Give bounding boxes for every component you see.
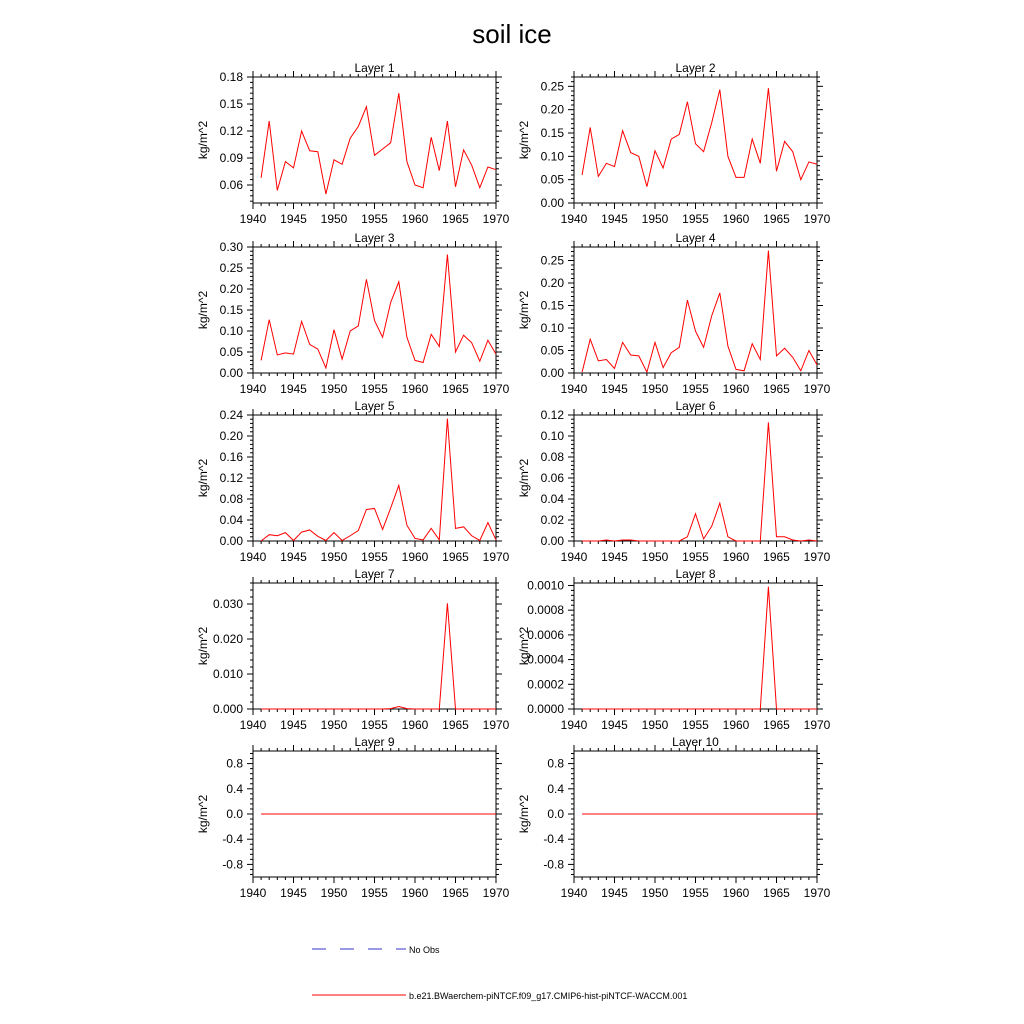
x-tick-label: 1965 bbox=[442, 382, 469, 396]
x-tick-label: 1950 bbox=[320, 886, 348, 900]
y-tick-label: 0.0006 bbox=[527, 627, 564, 642]
panel-title: Layer 4 bbox=[675, 231, 716, 245]
panel bbox=[196, 399, 510, 564]
panel bbox=[517, 231, 831, 396]
y-tick-label: 0.00 bbox=[540, 534, 564, 548]
y-tick-label: 0.04 bbox=[219, 513, 243, 527]
x-tick-label: 1960 bbox=[401, 886, 429, 900]
plot-frame bbox=[574, 415, 817, 541]
x-tick-label: 1960 bbox=[722, 212, 750, 226]
y-tick-label: -0.8 bbox=[222, 857, 243, 872]
x-tick-label: 1970 bbox=[482, 382, 510, 396]
panel-title: Layer 3 bbox=[354, 231, 395, 245]
y-tick-label: 0.08 bbox=[219, 492, 243, 506]
x-tick-label: 1970 bbox=[482, 550, 510, 564]
x-tick-label: 1970 bbox=[803, 212, 831, 226]
series-line bbox=[582, 251, 817, 373]
x-tick-label: 1970 bbox=[803, 550, 831, 564]
y-tick-label: 0.25 bbox=[540, 79, 564, 94]
y-tick-label: 0.16 bbox=[219, 450, 243, 464]
y-tick-label: 0.8 bbox=[547, 756, 564, 771]
x-tick-label: 1970 bbox=[803, 886, 831, 900]
y-tick-label: 0.0 bbox=[547, 807, 564, 821]
y-tick-label: 0.12 bbox=[219, 471, 243, 485]
y-tick-label: 0.06 bbox=[219, 178, 243, 192]
panel-title: Layer 10 bbox=[672, 735, 719, 749]
y-tick-label: 0.25 bbox=[540, 253, 564, 268]
y-tick-label: 0.15 bbox=[219, 303, 243, 317]
figure-title: soil ice bbox=[472, 19, 552, 49]
y-tick-label: 0.18 bbox=[219, 70, 243, 84]
series-line bbox=[261, 603, 496, 709]
y-tick-label: 0.05 bbox=[540, 343, 564, 358]
x-tick-label: 1945 bbox=[280, 212, 307, 226]
x-tick-label: 1970 bbox=[482, 212, 510, 226]
y-tick-label: 0.0 bbox=[226, 807, 243, 821]
legend bbox=[312, 945, 687, 1001]
y-tick-label: 0.12 bbox=[540, 408, 564, 422]
x-tick-label: 1950 bbox=[641, 886, 669, 900]
x-tick-label: 1955 bbox=[361, 382, 388, 396]
y-tick-label: 0.4 bbox=[547, 781, 564, 796]
y-tick-label: 0.0008 bbox=[527, 603, 564, 618]
x-tick-label: 1960 bbox=[401, 550, 429, 564]
plot-frame bbox=[574, 77, 817, 203]
x-tick-label: 1950 bbox=[641, 212, 669, 226]
panel-title: Layer 7 bbox=[354, 567, 395, 581]
y-tick-label: 0.020 bbox=[212, 632, 243, 646]
x-tick-label: 1955 bbox=[682, 382, 709, 396]
y-tick-label: 0.20 bbox=[219, 429, 243, 443]
x-tick-label: 1965 bbox=[763, 382, 790, 396]
x-tick-label: 1940 bbox=[560, 886, 588, 900]
x-tick-label: 1940 bbox=[560, 212, 588, 226]
panel bbox=[517, 567, 831, 732]
series-line bbox=[261, 255, 496, 368]
y-tick-label: 0.00 bbox=[219, 366, 243, 380]
y-tick-label: 0.02 bbox=[540, 513, 564, 527]
y-axis-label: kg/m^2 bbox=[196, 458, 210, 498]
panel bbox=[196, 735, 510, 900]
plot-frame bbox=[574, 583, 817, 709]
x-tick-label: 1950 bbox=[641, 382, 669, 396]
y-tick-label: 0.10 bbox=[540, 429, 564, 443]
panel-title: Layer 1 bbox=[354, 61, 395, 75]
panel-title: Layer 8 bbox=[675, 567, 716, 581]
y-tick-label: -0.4 bbox=[222, 832, 243, 847]
x-tick-label: 1965 bbox=[763, 212, 790, 226]
y-tick-label: 0.10 bbox=[540, 321, 564, 335]
panel bbox=[517, 61, 831, 226]
x-tick-label: 1965 bbox=[763, 718, 790, 732]
x-tick-label: 1950 bbox=[641, 550, 669, 564]
x-tick-label: 1970 bbox=[482, 718, 510, 732]
panel bbox=[196, 61, 510, 226]
x-tick-label: 1945 bbox=[601, 718, 628, 732]
plot-frame bbox=[574, 247, 817, 373]
y-tick-label: 0.10 bbox=[219, 324, 243, 338]
x-tick-label: 1940 bbox=[560, 718, 588, 732]
panels bbox=[196, 61, 831, 900]
y-tick-label: 0.30 bbox=[219, 240, 243, 254]
y-tick-label: -0.4 bbox=[543, 832, 564, 847]
y-tick-label: -0.8 bbox=[543, 857, 564, 872]
y-axis-label: kg/m^2 bbox=[517, 626, 531, 666]
y-tick-label: 0.00 bbox=[540, 366, 564, 380]
panel-title: Layer 6 bbox=[675, 399, 716, 413]
x-tick-label: 1950 bbox=[641, 718, 669, 732]
x-tick-label: 1950 bbox=[320, 550, 348, 564]
y-tick-label: 0.0004 bbox=[527, 652, 564, 667]
x-tick-label: 1965 bbox=[442, 718, 469, 732]
y-tick-label: 0.20 bbox=[540, 276, 564, 290]
y-axis-label: kg/m^2 bbox=[517, 120, 531, 160]
y-tick-label: 0.24 bbox=[219, 408, 243, 422]
y-tick-label: 0.0000 bbox=[527, 702, 564, 716]
x-tick-label: 1945 bbox=[601, 550, 628, 564]
y-axis-label: kg/m^2 bbox=[517, 794, 531, 834]
x-tick-label: 1955 bbox=[361, 718, 388, 732]
y-tick-label: 0.00 bbox=[540, 196, 564, 210]
y-tick-label: 0.0010 bbox=[527, 578, 564, 593]
x-tick-label: 1965 bbox=[763, 886, 790, 900]
x-tick-label: 1940 bbox=[239, 382, 267, 396]
y-tick-label: 0.20 bbox=[219, 282, 243, 296]
x-tick-label: 1940 bbox=[239, 550, 267, 564]
panel bbox=[517, 735, 831, 900]
x-tick-label: 1955 bbox=[361, 550, 388, 564]
y-tick-label: 0.0002 bbox=[527, 677, 564, 692]
x-tick-label: 1970 bbox=[482, 886, 510, 900]
panel bbox=[517, 399, 831, 564]
x-tick-label: 1955 bbox=[682, 550, 709, 564]
panel bbox=[196, 567, 510, 732]
y-tick-label: 0.25 bbox=[219, 261, 243, 275]
x-tick-label: 1965 bbox=[442, 886, 469, 900]
y-axis-label: kg/m^2 bbox=[196, 290, 210, 330]
x-tick-label: 1960 bbox=[401, 718, 429, 732]
x-tick-label: 1960 bbox=[722, 718, 750, 732]
y-axis-label: kg/m^2 bbox=[517, 290, 531, 330]
y-tick-label: 0.10 bbox=[540, 149, 564, 164]
plot-frame bbox=[253, 415, 496, 541]
plot-frame bbox=[253, 77, 496, 203]
y-tick-label: 0.05 bbox=[540, 172, 564, 187]
x-tick-label: 1965 bbox=[442, 550, 469, 564]
y-axis-label: kg/m^2 bbox=[196, 794, 210, 834]
y-tick-label: 0.04 bbox=[540, 492, 564, 506]
y-tick-label: 0.15 bbox=[219, 97, 243, 111]
panel-title: Layer 9 bbox=[354, 735, 395, 749]
x-tick-label: 1945 bbox=[601, 886, 628, 900]
x-tick-label: 1960 bbox=[722, 382, 750, 396]
x-tick-label: 1960 bbox=[401, 382, 429, 396]
plot-frame bbox=[253, 247, 496, 373]
x-tick-label: 1945 bbox=[280, 550, 307, 564]
x-tick-label: 1945 bbox=[601, 212, 628, 226]
x-tick-label: 1945 bbox=[280, 382, 307, 396]
x-tick-label: 1940 bbox=[239, 212, 267, 226]
y-axis-label: kg/m^2 bbox=[517, 458, 531, 498]
y-tick-label: 0.09 bbox=[219, 151, 243, 165]
x-tick-label: 1960 bbox=[722, 886, 750, 900]
x-tick-label: 1955 bbox=[682, 886, 709, 900]
x-tick-label: 1955 bbox=[682, 212, 709, 226]
panel-title: Layer 2 bbox=[675, 61, 716, 75]
x-tick-label: 1960 bbox=[401, 212, 429, 226]
y-tick-label: 0.4 bbox=[226, 781, 243, 796]
x-tick-label: 1950 bbox=[320, 718, 348, 732]
x-tick-label: 1960 bbox=[722, 550, 750, 564]
y-tick-label: 0.8 bbox=[226, 756, 243, 771]
y-tick-label: 0.000 bbox=[212, 702, 243, 716]
x-tick-label: 1950 bbox=[320, 382, 348, 396]
series-line bbox=[261, 93, 496, 194]
x-tick-label: 1965 bbox=[442, 212, 469, 226]
x-tick-label: 1940 bbox=[560, 550, 588, 564]
x-tick-label: 1970 bbox=[803, 382, 831, 396]
legend-model-label: b.e21.BWaerchem-piNTCF.f09_g17.CMIP6-hist-piNTCF-WACCM.001 bbox=[409, 991, 688, 1001]
x-tick-label: 1965 bbox=[763, 550, 790, 564]
legend-obs-label: No Obs bbox=[409, 945, 440, 955]
panel-title: Layer 5 bbox=[354, 399, 395, 413]
y-tick-label: 0.00 bbox=[219, 534, 243, 548]
series-line bbox=[582, 88, 817, 186]
x-tick-label: 1955 bbox=[361, 886, 388, 900]
x-tick-label: 1940 bbox=[239, 718, 267, 732]
x-tick-label: 1955 bbox=[682, 718, 709, 732]
y-tick-label: 0.08 bbox=[540, 450, 564, 464]
y-tick-label: 0.06 bbox=[540, 471, 564, 485]
y-axis-label: kg/m^2 bbox=[196, 626, 210, 666]
x-tick-label: 1950 bbox=[320, 212, 348, 226]
series-line bbox=[582, 587, 817, 709]
x-tick-label: 1945 bbox=[280, 718, 307, 732]
y-tick-label: 0.15 bbox=[540, 298, 564, 313]
x-tick-label: 1940 bbox=[560, 382, 588, 396]
series-line bbox=[261, 419, 496, 541]
x-tick-label: 1955 bbox=[361, 212, 388, 226]
y-axis-label: kg/m^2 bbox=[196, 120, 210, 160]
series-line bbox=[582, 422, 817, 541]
panel bbox=[196, 231, 510, 396]
x-tick-label: 1945 bbox=[601, 382, 628, 396]
x-tick-label: 1945 bbox=[280, 886, 307, 900]
y-tick-label: 0.030 bbox=[212, 597, 243, 611]
plot-frame bbox=[253, 583, 496, 709]
y-tick-label: 0.20 bbox=[540, 102, 564, 117]
y-tick-label: 0.05 bbox=[219, 345, 243, 359]
x-tick-label: 1940 bbox=[239, 886, 267, 900]
y-tick-label: 0.010 bbox=[212, 667, 243, 681]
y-tick-label: 0.12 bbox=[219, 124, 243, 138]
x-tick-label: 1970 bbox=[803, 718, 831, 732]
y-tick-label: 0.15 bbox=[540, 126, 564, 140]
